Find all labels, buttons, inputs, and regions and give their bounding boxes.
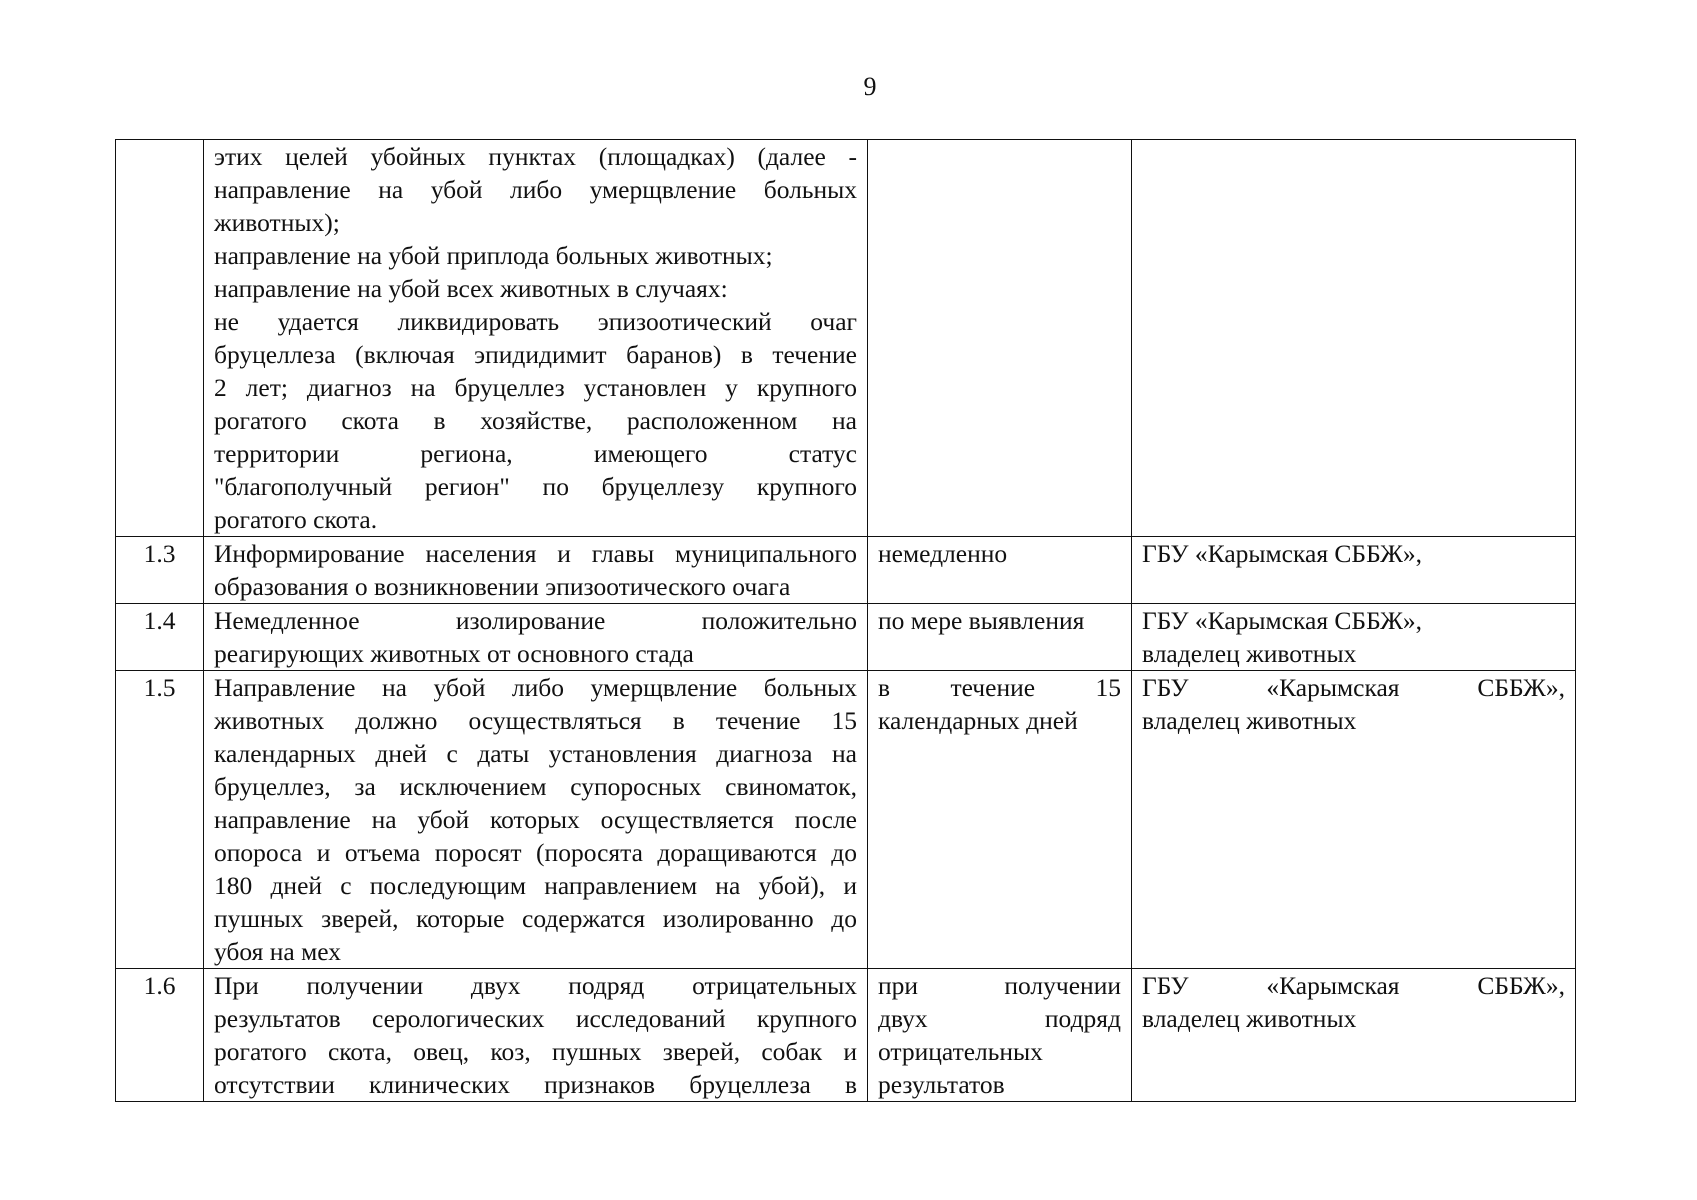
text-line: направление на убой которых осуществляется после — [214, 805, 857, 834]
term-line: календарных дней — [878, 706, 1078, 735]
text-line: 180 дней с последующим направлением на убой), и — [214, 871, 857, 900]
term-line: в течение 15 — [878, 673, 1121, 702]
text-line: календарных дней с даты установления диагноза на — [214, 739, 857, 768]
text-line: бруцеллеза (включая эпидидимит баранов) в течение — [214, 340, 857, 369]
text-line: образования о возникновении эпизоотического очага — [214, 572, 791, 601]
term-cell — [868, 140, 1132, 537]
measure-text — [204, 537, 868, 604]
text-line: При получении двух подряд отрицательных — [214, 971, 857, 1000]
table-row — [116, 537, 1576, 604]
text-line: 2 лет; диагноз на бруцеллез установлен у крупного — [214, 373, 857, 402]
term-cell — [868, 537, 1132, 604]
text-line: рогатого скота, овец, коз, пушных зверей, собак и — [214, 1037, 857, 1066]
row-number: 1.4 — [116, 604, 204, 671]
responsible-cell — [1132, 604, 1576, 671]
term-cell — [868, 969, 1132, 1102]
text-line: не удается ликвидировать эпизоотический очаг — [214, 307, 857, 336]
text-line: животных); — [214, 208, 340, 237]
responsible-line: ГБУ «Карымская СББЖ», — [1142, 606, 1423, 635]
table-row — [116, 140, 1576, 537]
term-line: по мере выявления — [878, 606, 1085, 635]
text-line: пушных зверей, которые содержатся изолированно до — [214, 904, 857, 933]
responsible-line: владелец животных — [1142, 706, 1357, 735]
table-row — [116, 604, 1576, 671]
responsible-line: владелец животных — [1142, 1004, 1357, 1033]
responsible-line: ГБУ «Карымская СББЖ», — [1142, 539, 1423, 568]
text-line: рогатого скота в хозяйстве, расположенном на — [214, 406, 857, 435]
text-line: направление на убой всех животных в случаях: — [214, 274, 728, 303]
text-line: отсутствии клинических признаков бруцеллеза в — [214, 1070, 857, 1099]
text-line: бруцеллез, за исключением супоросных свиноматок, — [214, 772, 857, 801]
text-line: животных должно осуществляться в течение 15 — [214, 706, 857, 735]
text-line: Направление на убой либо умерщвление больных — [214, 673, 857, 702]
responsible-cell — [1132, 671, 1576, 969]
text-line: реагирующих животных от основного стада — [214, 639, 694, 668]
text-line: Информирование населения и главы муниципального — [214, 539, 857, 568]
text-line: территории региона, имеющего статус — [214, 439, 857, 468]
responsible-cell — [1132, 140, 1576, 537]
term-line: при получении — [878, 971, 1121, 1000]
text-line: убоя на мех — [214, 937, 341, 966]
term-cell — [868, 671, 1132, 969]
measure-text — [204, 140, 868, 537]
page-number: 9 — [863, 72, 877, 101]
text-line: опороса и отъема поросят (поросята доращиваются до — [214, 838, 857, 867]
text-line: Немедленное изолирование положительно — [214, 606, 857, 635]
text-line: направление на убой либо умерщвление больных — [214, 175, 857, 204]
row-number: 1.5 — [116, 671, 204, 969]
term-line: отрицательных — [878, 1037, 1043, 1066]
text-line: направление на убой приплода больных животных; — [214, 241, 773, 270]
responsible-cell — [1132, 537, 1576, 604]
text-line: этих целей убойных пунктах (площадках) (далее - — [214, 142, 857, 171]
term-cell — [868, 604, 1132, 671]
row-number — [116, 140, 204, 537]
text-line: рогатого скота. — [214, 505, 378, 534]
term-line: двух подряд — [878, 1004, 1121, 1033]
responsible-line: владелец животных — [1142, 639, 1357, 668]
text-line: "благополучный регион" по бруцеллезу крупного — [214, 472, 857, 501]
responsible-line: ГБУ «Карымская СББЖ», — [1142, 971, 1565, 1000]
measure-text — [204, 671, 868, 969]
term-line: результатов — [878, 1070, 1005, 1099]
text-line: результатов серологических исследований крупного — [214, 1004, 857, 1033]
row-number: 1.3 — [116, 537, 204, 604]
term-line: немедленно — [878, 539, 1008, 568]
responsible-line: ГБУ «Карымская СББЖ», — [1142, 673, 1565, 702]
responsible-cell — [1132, 969, 1576, 1102]
table-row — [116, 969, 1576, 1102]
measure-text — [204, 969, 868, 1102]
row-number: 1.6 — [116, 969, 204, 1102]
measures-table — [115, 139, 1576, 1102]
measure-text — [204, 604, 868, 671]
table-row — [116, 671, 1576, 969]
